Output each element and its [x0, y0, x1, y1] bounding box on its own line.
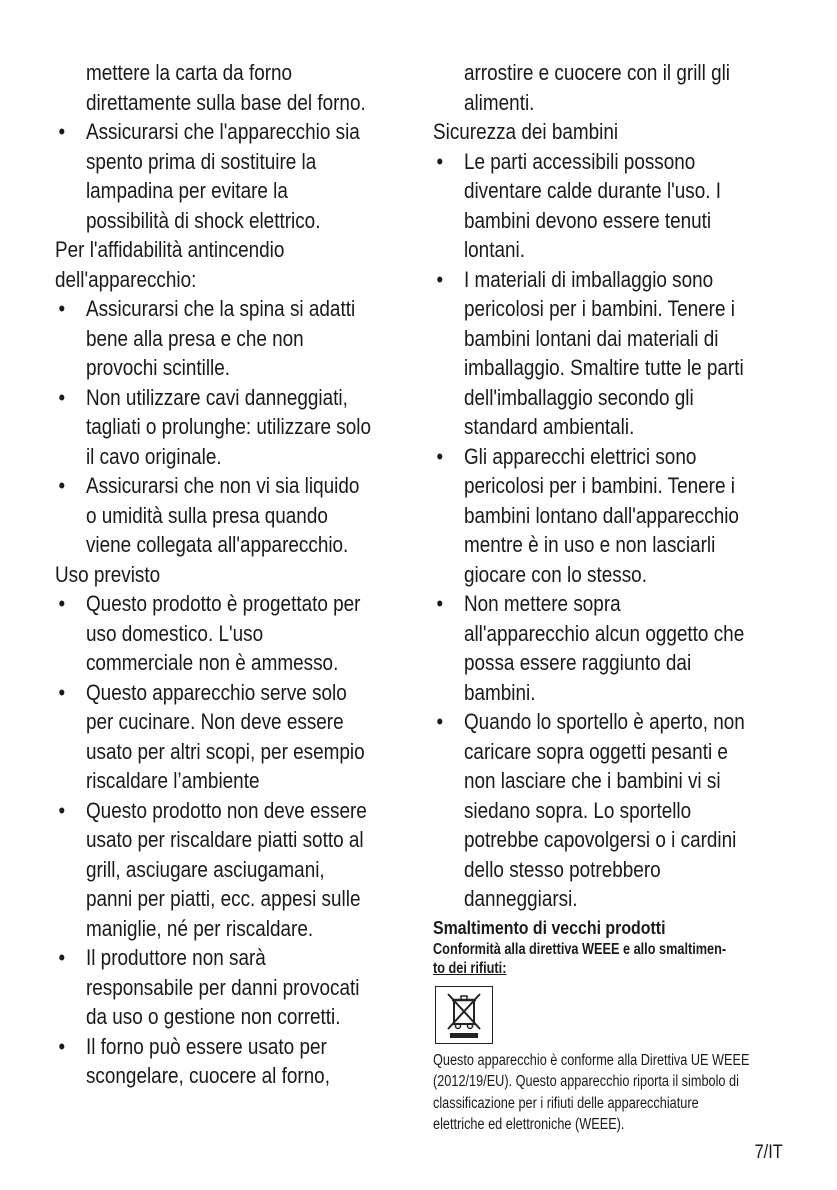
continued-text-line: arrostire e cuocere con il grill gli — [463, 60, 730, 85]
bullet-item-oven: • Il forno può essere usato per scongelare, cuocere al forno, — [58, 1033, 330, 1088]
bullet-icon: • — [58, 679, 66, 705]
section-heading-intended-use: Uso previsto — [55, 561, 161, 587]
page-number: 7/IT — [754, 1142, 783, 1163]
bullet-item-plug: • Assicurarsi che la spina si adatti bene alla presa e che non provochi scintille. — [58, 296, 356, 380]
bullet-icon: • — [58, 591, 66, 616]
bullet-icon: • — [58, 1033, 66, 1059]
bullet-icon: • — [58, 945, 66, 970]
continued-text-line: direttamente sulla base del forno. — [85, 89, 366, 115]
left-column — [55, 58, 410, 1091]
bullet-icon: • — [436, 266, 444, 292]
bullet-icon: • — [436, 443, 444, 469]
continued-text-line: mettere la carta da forno — [85, 60, 293, 85]
bullet-item-packaging: • I materiali di imballaggio sono pericolosi per i bambini. Tenere i bambini lontani dai materiali di imballaggio. Smaltire tutte le parti dell'imballaggio secondo gli standard ambientali. — [436, 266, 744, 439]
bullet-icon: • — [58, 473, 66, 498]
bullet-item-door: • Quando lo sportello è aperto, non caricare sopra oggetti pesanti e non lasciare che i bambini vi si siedano sopra. Lo sportello potrebbe capovolgersi o i cardini dello stesso potrebbero danneggiarsi. — [436, 709, 745, 911]
crossed-out-wheelie-bin-icon — [435, 986, 493, 1044]
weee-subheading: Conformità alla direttiva WEEE e allo smaltimen- — [433, 940, 727, 958]
bullet-icon: • — [58, 296, 66, 321]
fire-safety-intro: Per l'affidabilità antincendio dell'apparecchio: — [55, 237, 285, 292]
bullet-item-liability: • Il produttore non sarà responsabile per danni provocati da uso o gestione non corretti. — [58, 945, 360, 1029]
bullet-item-moisture: • Assicurarsi che non vi sia liquido o umidità sulla presa quando viene collegata all'apparecchio. — [58, 473, 360, 557]
bullet-icon: • — [436, 591, 444, 616]
continued-text-line: alimenti. — [463, 89, 535, 115]
bullet-item-heating: • Questo prodotto non deve essere usato per riscaldare piatti sotto al grill, asciugare asciugamani, panni per piatti, ecc. appesi sulle maniglie, né per riscaldare. — [58, 797, 367, 941]
bullet-item-domestic: • Questo prodotto è progettato per uso domestico. L'uso commerciale non è ammesso. — [58, 591, 361, 675]
bullet-icon: • — [58, 384, 66, 410]
bullet-item-electric: • Gli apparecchi elettrici sono pericolosi per i bambini. Tenere i bambini lontano dall'apparecchio mentre è in uso e non lasciarli giocare con lo stesso. — [436, 443, 739, 587]
bullet-icon: • — [436, 148, 444, 174]
section-heading-child-safety: Sicurezza dei bambini — [433, 119, 619, 144]
bullet-item-objects: • Non mettere sopra all'apparecchio alcun oggetto che possa essere raggiunto dai bambini. — [436, 591, 745, 705]
right-column — [433, 58, 788, 1136]
bullet-icon: • — [58, 797, 66, 823]
bullet-item-hot-parts: • Le parti accessibili possono diventare calde durante l'uso. I bambini devono essere tenuti lontani. — [436, 148, 722, 262]
weee-subheading: to dei rifiuti: — [433, 959, 507, 977]
weee-text: Questo apparecchio è conforme alla Direttiva UE WEEE (2012/19/EU). Questo apparecchio riporta il simbolo di classificazione per i rifiuti delle apparecchiature elettriche ed elettroniche (WEEE). — [433, 1051, 750, 1133]
bullet-icon: • — [58, 119, 66, 144]
bullet-item-lamp: • Assicurarsi che l'apparecchio sia spento prima di sostituire la lampadina per evitare la possibilità di shock elettrico. — [58, 119, 360, 233]
bullet-item-cables: • Non utilizzare cavi danneggiati, tagliati o prolunghe: utilizzare solo il cavo originale. — [58, 384, 371, 469]
bullet-icon: • — [436, 709, 444, 734]
bullet-item-cooking: • Questo apparecchio serve solo per cucinare. Non deve essere usato per altri scopi, per esempio riscaldare l’ambiente — [58, 679, 365, 793]
disposal-heading: Smaltimento di vecchi prodotti — [433, 916, 666, 938]
